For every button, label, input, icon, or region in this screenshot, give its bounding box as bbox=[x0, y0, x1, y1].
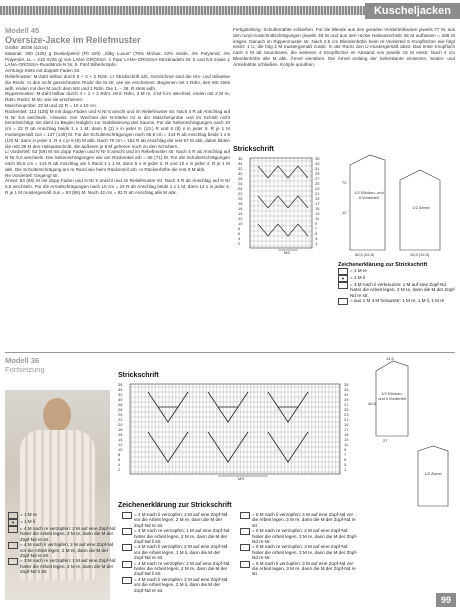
schematic1-drawing bbox=[340, 150, 455, 260]
size-text: Größe: 36/38 (42/44) bbox=[5, 45, 48, 50]
cable-right-icon bbox=[8, 526, 18, 533]
rib-pattern-text: Rippenmuster: M-Zahl teilbar durch 4 + 2 + 2 Rdm. Hinr: Rdm, 2 M re, 2 M li im Wechsel, enden mit 2 M re, Rdm. Rückr: M str, wie sie erscheinen. bbox=[5, 91, 230, 103]
schematic2-label-sleeve: 1/2 Ärmel bbox=[424, 471, 442, 476]
knit-symbol-icon bbox=[338, 268, 348, 275]
page-number: 99 bbox=[436, 593, 456, 607]
cable-symbol-icon bbox=[338, 282, 348, 289]
page-header bbox=[0, 0, 460, 23]
schematic2-dim-b: 46,5 bbox=[368, 401, 376, 406]
cable-left-icon bbox=[122, 512, 132, 519]
legend2-item: = 3 M nach re verzopfen: 1 M auf eine Zopf-Nd hinter die Arbeit legen, 2 M re, dann die M der Zopf-Nd li str. bbox=[122, 528, 232, 544]
material-text: Material: 300 (325) g Dunkelpetrol (Fb 020) „Silky Luxus“ (78% Mohair, 22% Seide, 4% Polyamid, 4% Polyester, LL = 210 m/25 g) von LANA GROSSA. 1 Paar LANA-GROSSA-Stricknadeln Nr. 5 und 5,5 sowie 1 LANA-GROSSA-Rundstrick-N Nr. 5. Fünf Silberknöpfe. bbox=[5, 50, 230, 68]
finishing-text: Fertigstellung: Schulternähte schließen. Für die Blende aus den geraden Vorderteilkanten jeweils 77 M, aus den rund-Ausschnittschrägungen jeweils 38 M und aus den rückw Halsausschnitt 38 M auffassen = 268 M insges. Danach im Rippenmuster str. Nach 2,5 cm Blendenhöhe beim re Vorderteil 5 Knopflöcher wie folgt einstr: 1 U, die folg 2 M mustergemäß zusstr. In der Rückr den U mustergemäß abstr. Das erste Knopfloch nach 4 M ab Saumkante, die weiteren 4 Knopflöcher im Abstand von jeweils 15 M einstr. Nach 4 cm Blendenhöhe alle M abk. Ärmel einnähen. Die Ärmel entlang der Seitenkante einsetzen. Seiten- und Ärmelnähte schließen. Knöpfe annähen. bbox=[233, 27, 455, 67]
schematic1-dim-a: 70 bbox=[342, 180, 347, 185]
back-text: Rückenteil: 113 (125) M mit dopp Faden und N Nr 5 anschl und im Reliefmuster str. Nach 4 R ab Anschlag auf N Nr 5,5 wechseln. Hinweis: Der Wechsel der N-Stärke ist in der Maschenprobe und im Schnitt nicht berücksichtigt, sie dient zu Beginn lediglich zur Stabilisierung des Saums. Für die Seitenschrägungen nach 10 cm = 22 R ab Anschlag beids 1 x 1 M, dann 5 (2) x in jeder 8. (10.) R und 6 (8) x in jeder 6. R je 1 M mustergemäß zun = 137 (149) M. Für die Schulterschrägungen nach 65,5 cm = 144 R ab Anschlag beids 1 x 8 (10) M, dann in jeder 2. R 4 x je 8 (9) M abk. Nach 70 cm = 154 R ab Anschlag die rest 57 M abk, dabei bilden die mitt 39 M den Halsausschnitt, die äußeren je 8 M gehören noch zu den Schultern. bbox=[5, 108, 230, 149]
schematic1-dim-d: 26,5 (32,5) bbox=[410, 252, 430, 257]
cable-left-icon bbox=[8, 542, 18, 549]
legend1-item: = aus 1 M 3 M herausstr: 1 M re, 1 M li, 1 M re bbox=[338, 298, 456, 305]
legend2-item: = 4 M nach li verzopfen: 2 M auf eine Zopf-Nd vor die Arbeit legen, 2 M li, dann die M der Zopf-Nd re str. bbox=[122, 577, 232, 593]
legend2 bbox=[118, 502, 438, 509]
legend2-item: = 1 M li bbox=[8, 519, 118, 526]
schematic2 bbox=[368, 356, 456, 516]
section-divider bbox=[5, 352, 455, 353]
chart2 bbox=[118, 382, 363, 482]
cable-left-icon bbox=[240, 512, 250, 519]
purl-symbol-icon bbox=[338, 275, 348, 282]
legend2-item: = 3 M nach li verzopfen: 2 M auf eine Zopf-Nd vor die Arbeit legen, 1 M li, dann die M der Zopf-Nd re str. bbox=[122, 544, 232, 560]
legend2-item: = 6 M nach li verzopfen: 3 M auf eine Zopf-Nd vor die Arbeit legen, 3 M re, dann die M der Zopf-Nd re str. bbox=[240, 561, 360, 577]
legend2-col3 bbox=[240, 512, 360, 577]
legend2-item: = 4 M nach re verzopfen: 2 M auf eine Zopf-Nd hinter die Arbeit legen, 2 M re, dann die M der Zopf-Nd li str. bbox=[122, 561, 232, 577]
cable-left-icon bbox=[240, 561, 250, 568]
schematic2-dim-a: 14,5 bbox=[386, 356, 394, 361]
legend2-title: Zeichenerklärung zur Strickschrift bbox=[118, 502, 232, 509]
legend1-item: = 1 M re bbox=[338, 268, 456, 275]
schematic1-label-sleeve: 1/2 Ärmel bbox=[412, 205, 430, 210]
increase-symbol-icon bbox=[338, 298, 348, 305]
attention-text: Achtung! Stets mit doppelt Faden str. bbox=[5, 68, 81, 74]
schematic1-dim-c: 56,5 (62,5) bbox=[355, 252, 375, 257]
relief-pattern-text: Reliefmuster: M-Zahl teilbar durch 6 + 3 + 2 Rdm. Lt Strickschrift arb. Gezeichnet sind die Hin- und teilweise die Rückr. In den nicht gezeichneten Rückr die M str, wie sie erscheinen. Beginnen mit 1 Rdm, den MS stets wdh, enden mit den M nach dem MS und 1 Rdm. Die 1. – 36. R stets wdh. bbox=[5, 73, 230, 91]
cable-right-icon bbox=[122, 528, 132, 535]
model-45-text bbox=[5, 26, 230, 196]
legend2-item: = 5 M nach re verzopfen: 2 M auf eine Zopf-Nd hinter die Arbeit legen, 3 M re, dann die M der Zopf-Nd re str. bbox=[240, 528, 360, 544]
cable-right-icon bbox=[122, 561, 132, 568]
cable-left-icon bbox=[122, 544, 132, 551]
legend2-item: = 4 M nach li verzopfen: 2 M auf eine Zopf-Nd vor die Arbeit legen, 2 M re, dann die M der Zopf-Nd re str. bbox=[8, 542, 118, 558]
cable-right-icon bbox=[8, 558, 18, 565]
legend1-item: = 3 M nach li verkreuzen: 1 M auf eine Zopf-Nd hinter die Arbeit legen, 2 M re, dann die M der Zopf-Nd re str. bbox=[338, 282, 456, 298]
legend1 bbox=[338, 262, 456, 305]
chart1-row-numbers: 35 33 31 29 27 25 23 21 19 17 15 13 11 9 7 5 3 1 bbox=[315, 156, 320, 246]
chart2-title: Strickschrift bbox=[118, 372, 159, 379]
header-pattern-bar bbox=[0, 6, 365, 15]
chart1-left-numbers: 36 34 32 30 28 26 24 22 20 18 16 14 12 10 8 6 4 2 bbox=[238, 156, 243, 246]
knit-symbol-icon bbox=[8, 512, 18, 519]
chart2-ms-label: MS bbox=[238, 476, 244, 481]
legend2-item: = 1 M re bbox=[8, 512, 118, 519]
cable-right-icon bbox=[240, 544, 250, 551]
legend2-item: = 4 M nach re verzopfen: 2 M auf eine Zopf-Nd hinter die Arbeit legen, 2 M re, dann die M der Zopf-Nd re str. bbox=[8, 526, 118, 542]
legend2-item: = 3 M nach re verzopfen: 1 M auf eine Zopf-Nd hinter die Arbeit legen, 2 M re, dann die M der Zopf-Nd li str. bbox=[8, 558, 118, 574]
right-front-text: Re Vorderteil: Gegengl str. bbox=[5, 172, 59, 178]
cable-right-icon bbox=[240, 528, 250, 535]
finishing-text-block bbox=[233, 27, 455, 68]
model-label: Modell 45 bbox=[5, 26, 40, 35]
purl-symbol-icon bbox=[8, 519, 18, 526]
left-front-text: Li Vorderteil: 53 (59) M mit dopp Faden und N Nr 5 anschl und im Reliefmuster str. Nach 4 R ab Anschlag auf N Nr 5,5 wechseln. Die Seitenschrägungen wie am Rückenteil arb = 65 (71) M. Für die Schulterschrägungen nach 65,5 cm = 144 R ab Anschlag am li Rand 1 x 1 M, dann 5 x in jeder 2. R und 10 x in jeder 4. R je 1 M abk. Die Schulterschrägung am re Rand wie beim Rückenteil arb. In Rückenhöhe die rest 9 M abk. bbox=[5, 149, 230, 172]
chart1 bbox=[238, 156, 328, 256]
gauge-text: Maschenprobe: 20 M und 22 R = 10 x 10 cm. bbox=[5, 102, 98, 108]
schematic2-label-body: 1/2 Rücken- und li Vorderteil bbox=[378, 391, 406, 401]
legend2-col1 bbox=[8, 512, 118, 575]
model2-subtitle: Fortsetzung bbox=[5, 365, 45, 374]
legend1-title: Zeichenerklärung zur Strickschrift bbox=[338, 262, 428, 268]
schematic2-dim-c: 27 bbox=[383, 438, 388, 443]
chart2-row-numbers: 35 33 31 29 27 25 23 21 19 17 15 13 11 9 7 5 3 1 bbox=[344, 382, 349, 472]
cable-left-icon bbox=[122, 577, 132, 584]
legend2-col2 bbox=[122, 512, 232, 593]
legend2-item: = 5 M nach li verzopfen: 3 M auf eine Zopf-Nd vor die Arbeit legen, 2 M re, dann die M der Zopf-Nd re str. bbox=[240, 512, 360, 528]
chart2-grid bbox=[118, 382, 363, 482]
schematic1 bbox=[340, 150, 455, 260]
chart1-title: Strickschrift bbox=[233, 146, 274, 153]
legend2-item: = 6 M nach re verzopfen: 3 M auf eine Zopf-Nd hinter die Arbeit legen, 3 M re, dann die M der Zopf-Nd re str. bbox=[240, 544, 360, 560]
legend1-item: = 1 M li bbox=[338, 275, 456, 282]
model-head bbox=[43, 398, 71, 432]
legend2-item: = 4 M nach li verzopfen: 2 M auf eine Zopf-Nd vor die Arbeit legen, 2 M re, dann die M der Zopf-Nd re str. bbox=[122, 512, 232, 528]
section-title: Kuscheljacken bbox=[365, 3, 460, 19]
schematic1-label-body: 1/2 Rücken- und li Vorderteil bbox=[354, 190, 384, 200]
model-title: Oversize-Jacke im Reliefmuster bbox=[5, 35, 141, 45]
schematic1-dim-b: 10 bbox=[342, 210, 347, 215]
schematic2-drawing bbox=[368, 356, 456, 516]
chart1-ms-label: MS bbox=[284, 250, 290, 255]
chart2-left-numbers: 36 34 32 30 28 26 24 22 20 18 16 14 12 10 8 6 4 2 bbox=[118, 382, 123, 472]
model2-label: Modell 36 bbox=[5, 356, 40, 365]
sleeve-text: Ärmel: 53 (65) M mit dopp Faden und N Nr 5 anschl und im Reliefmuster str. Nach 4 R ab Anschlag auf N Nr 5,5 wechseln. Für die Armelschrägungen nach 10 cm = 22 R ab Anschlag beids 1 x 1 M, dann 14 x in jeder 4. R je 1 M mustergemäß zun = 83 (95) M. Nach 42 cm = 92 R ab Anschlag alle M abk. bbox=[5, 178, 230, 195]
